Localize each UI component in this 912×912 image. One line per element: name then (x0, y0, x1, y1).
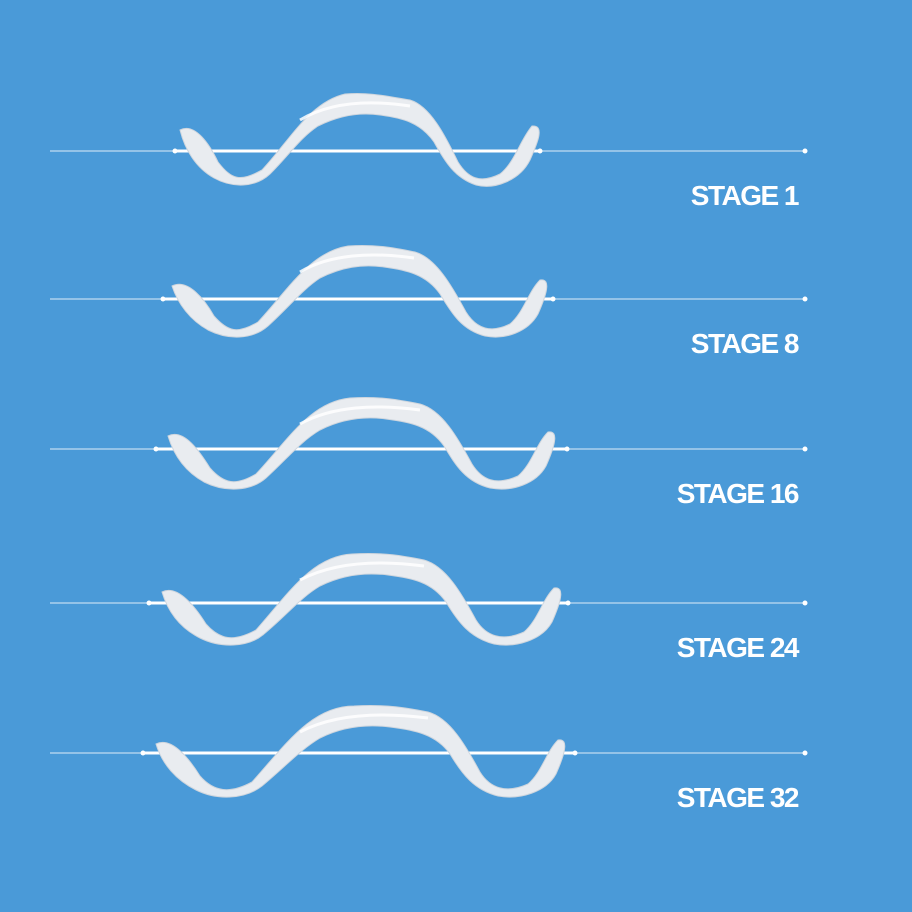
axis-end-dot (803, 149, 808, 154)
wire-end-right (551, 297, 556, 302)
stage-8-row (0, 228, 912, 378)
stage-32-row (0, 682, 912, 832)
arch-shape (156, 705, 565, 797)
stage-1-row (0, 80, 912, 230)
stage-16-label: STAGE 16 (676, 478, 798, 509)
wire-end-left (141, 751, 146, 756)
arch-body (180, 94, 539, 187)
wire-end-left (173, 149, 178, 154)
arch-shape (162, 553, 561, 645)
arch-body (172, 245, 547, 337)
arch-body (162, 553, 561, 645)
arch-shape (172, 245, 547, 337)
stage-24-label: STAGE 24 (676, 632, 798, 663)
axis-end-dot (803, 447, 808, 452)
wire-end-right (573, 751, 578, 756)
axis-end-dot (803, 751, 808, 756)
stage-24-row (0, 532, 912, 682)
axis-end-dot (803, 297, 808, 302)
stage-32-label: STAGE 32 (676, 782, 798, 813)
wire-end-left (147, 601, 152, 606)
wire-end-left (161, 297, 166, 302)
arch-shape (168, 397, 555, 489)
arch-body (156, 705, 565, 797)
wire-end-right (566, 601, 571, 606)
stage-8-label: STAGE 8 (690, 328, 798, 359)
wire-end-left (154, 447, 159, 452)
wire-end-right (538, 149, 543, 154)
wire-end-right (565, 447, 570, 452)
axis-end-dot (803, 601, 808, 606)
arch-body (168, 397, 555, 489)
stage-16-row (0, 378, 912, 528)
arch-shape (180, 94, 539, 187)
stage-1-label: STAGE 1 (690, 180, 798, 211)
